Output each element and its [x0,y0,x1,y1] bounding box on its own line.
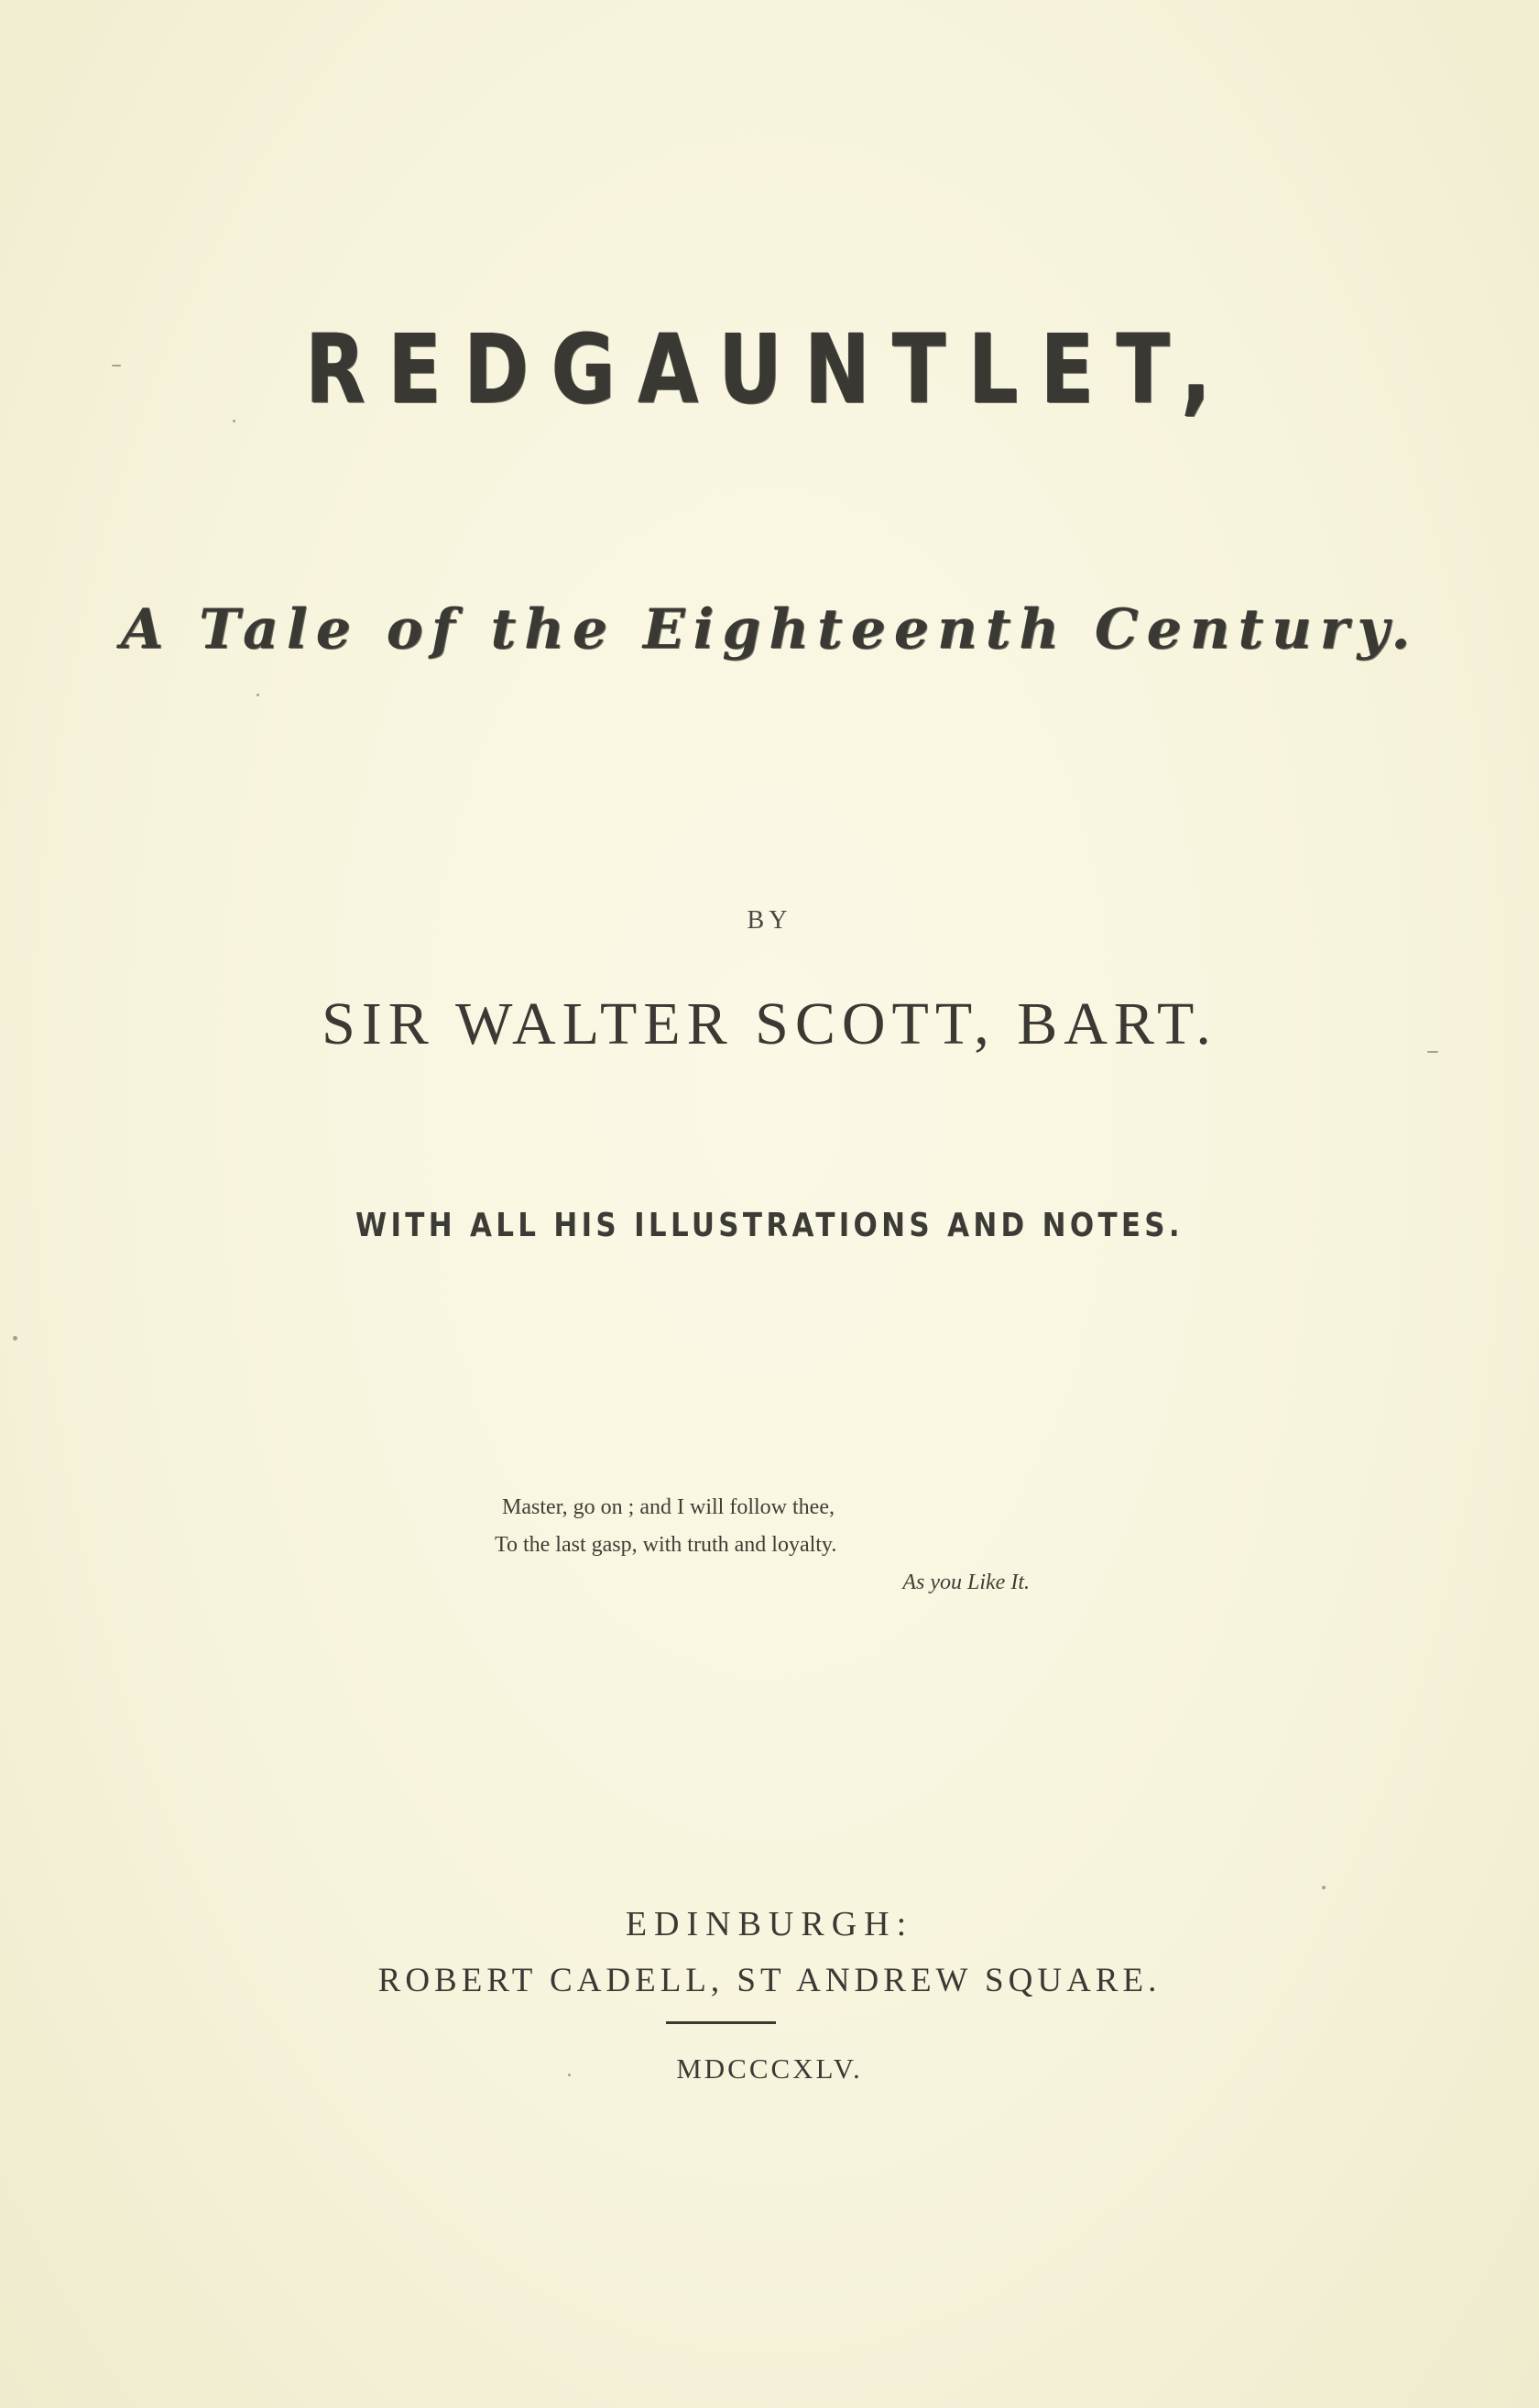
paper-speck [1322,1886,1326,1889]
book-subtitle: A Tale of the Eighteenth Century. [120,597,1419,662]
epigraph-source: As you Like It. [902,1571,1030,1594]
imprint-publisher: ROBERT CADELL, ST ANDREW SQUARE. [377,1962,1162,1999]
paper-speck [568,2074,571,2076]
edition-note: WITH ALL HIS ILLUSTRATIONS AND NOTES. [355,1207,1184,1244]
imprint-city: EDINBURGH: [625,1905,914,1943]
epigraph [495,1489,1030,1602]
paper-speck [13,1336,17,1341]
paper-speck [233,420,235,422]
imprint-divider [666,2021,776,2024]
byline: BY [747,906,792,935]
imprint-year: MDCCCXLV. [676,2052,863,2085]
epigraph-line-2: To the last gasp, with truth and loyalty. [495,1533,837,1557]
author-name: SIR WALTER SCOTT, BART. [322,991,1217,1057]
epigraph-line-1: Master, go on ; and I will follow thee, [502,1495,835,1519]
paper-speck [1427,1051,1438,1053]
book-title: REDGAUNTLET, [305,313,1234,425]
paper-speck [256,694,259,696]
paper-speck [112,365,121,367]
